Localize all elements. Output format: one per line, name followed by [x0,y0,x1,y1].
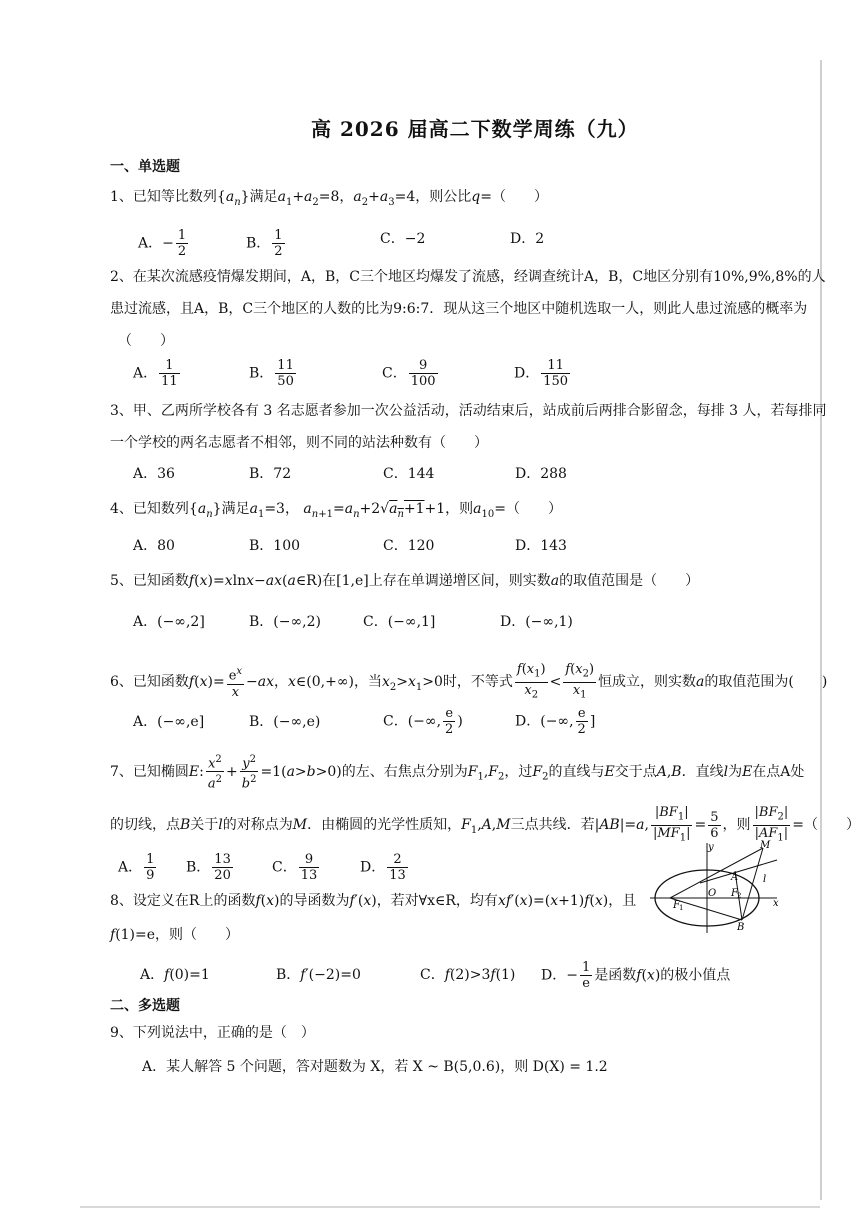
q4-option-c[interactable]: C．120 [383,538,435,554]
page-title: 高 2026 届高二下数学周练（九） [311,117,639,141]
q5-option-c[interactable]: C．(−∞,1] [363,614,436,630]
fig-label-b: B [737,922,745,933]
q7-option-b[interactable]: B． $\frac{13}{20}$ [186,852,231,883]
q5-option-d[interactable]: D．(−∞,1) [500,614,573,630]
svg-text:1: 1 [679,904,684,912]
question-2-line-2: 患过流感，且A，B，C三个地区的人数的比为9:6:7．现从这三个地区中随机选取一人，则此人患过流感的概率为 [110,301,808,317]
question-2-line-3: （ ） [118,333,174,349]
fig-label-y: y [708,842,714,853]
question-8-line-1: 8、设定义在R上的函数f(x)的导函数为f′(x)，若对∀x∈R，均有xf′(x)=(x+1)f(x)，且 [110,893,637,909]
q6-option-d[interactable]: D．(−∞, $\frac{e}{2}$ ] [515,706,596,737]
section-multi-choice: 二、多选题 [110,998,180,1014]
question-8-line-2: f(1)=e，则（ ） [110,927,240,943]
fig-label-a: A [731,872,739,883]
question-7-line-1: 7、已知椭圆E: $\frac{x^2}{a^2}$ + $\frac{y^2}{b^2}$ =1(a>b>0)的左、右焦点分别为$F_1,F_2$，过$F_2$的直线与E交于点A,B．直线l为E在点A处 [110,754,805,792]
q8-option-b[interactable]: B．f′(−2)=0 [276,967,361,983]
section-single-choice: 一、单选题 [110,159,180,175]
question-1: 1、已知等比数列$\{a_n\}$满足$a_1+a_2=8$，$a_2+a_3=4$，则公比q=（ ） [110,189,548,208]
q6-option-a[interactable]: A．(−∞,e] [133,714,205,730]
q6-option-b[interactable]: B．(−∞,e) [249,714,321,730]
q1-option-a[interactable]: A．− $\frac{1}{2}$ [138,228,187,259]
fig-label-m: M [760,840,771,851]
q2-option-d[interactable]: D． $\frac{11}{150}$ [514,358,569,389]
q9-option-a[interactable]: A．某人解答 5 个问题，答对题数为 X，若 X ~ B(5,0.6)，则 D(X) = 1.2 [142,1059,608,1075]
q4-option-a[interactable]: A．80 [133,538,175,554]
question-6: 6、已知函数f(x)= $\frac{e^x}{x}$ −ax，x∈(0,+∞)，当$x_2>x_1>0$时，不等式 $\frac{f(x_1)}{x_2}$ < $\frac{f(x_2)}{x_1}$ 恒成立，则实数a的取值范围为( ) [110,662,828,701]
line-b-m [742,848,763,920]
question-9: 9、下列说法中，正确的是（ ） [110,1025,315,1041]
q2-option-b[interactable]: B． $\frac{11}{50}$ [249,358,294,389]
question-7-line-2: 的切线，点B关于l的对称点为M．由椭圆的光学性质知，$F_1,A,M$三点共线．若|AB|=a, $\frac{|BF_1|}{|MF_1|}$ = $\frac{5}{6}$ ，则 $\frac{|BF_2|}{|AF_1|}$ =（ ） [110,805,860,844]
fig-label-f1: F [673,900,680,911]
scan-edge-bottom [80,1206,820,1208]
q5-option-a[interactable]: A．(−∞,2] [133,614,205,630]
q7-option-d[interactable]: D． $\frac{2}{13}$ [360,852,406,883]
svg-text:2: 2 [737,892,742,900]
question-4: 4、已知数列$\{a_n\}$满足$a_1=3$， $a_{n+1}=a_n+2√a_n+1+1$，则$a_{10}=$（ ） [110,501,562,520]
q1-option-c[interactable]: C．−2 [380,231,426,247]
q3-option-a[interactable]: A．36 [133,466,175,482]
q7-option-a[interactable]: A． $\frac{1}{9}$ [118,852,155,883]
ellipse-figure [645,838,785,938]
q7-option-c[interactable]: C． $\frac{9}{13}$ [272,852,318,883]
q3-option-d[interactable]: D．288 [515,466,567,482]
fig-label-l: l [763,874,767,885]
q8-option-a[interactable]: A．f(0)=1 [140,967,210,983]
scan-edge-right [820,60,822,1200]
q4-option-b[interactable]: B．100 [249,538,301,554]
fig-label-f2: F [731,888,738,899]
q2-option-a[interactable]: A． $\frac{1}{11}$ [133,358,178,389]
q1-option-d[interactable]: D．2 [510,231,545,247]
fig-label-x: x [773,898,779,909]
q8-option-c[interactable]: C．f(2)>3f(1) [420,967,516,983]
q1-option-b[interactable]: B． $\frac{1}{2}$ [246,228,283,259]
q3-option-c[interactable]: C．144 [383,466,435,482]
q6-option-c[interactable]: C．(−∞, $\frac{e}{2}$ ) [383,706,463,737]
question-2-line-1: 2、在某次流感疫情爆发期间，A，B，C三个地区均爆发了流感，经调查统计A，B，C地区分别有10%,9%,8%的人 [110,269,826,285]
question-3-line-2: 一个学校的两名志愿者不相邻，则不同的站法种数有（ ） [110,435,488,451]
question-5: 5、已知函数f(x)=xlnx−ax(a∈R)在[1,e]上存在单调递增区间，则实数a的取值范围是（ ） [110,573,700,589]
q3-option-b[interactable]: B．72 [249,466,292,482]
question-3-line-1: 3、甲、乙两所学校各有 3 名志愿者参加一次公益活动，活动结束后，站成前后两排合影留念，每排 3 人，若每排同 [110,403,827,419]
q2-option-c[interactable]: C． $\frac{9}{100}$ [382,358,436,389]
q8-option-d[interactable]: D．− $\frac{1}{e}$ 是函数f(x)的极小值点 [541,960,731,991]
fig-label-o: O [708,888,717,899]
q5-option-b[interactable]: B．(−∞,2) [249,614,321,630]
q4-option-d[interactable]: D．143 [515,538,567,554]
